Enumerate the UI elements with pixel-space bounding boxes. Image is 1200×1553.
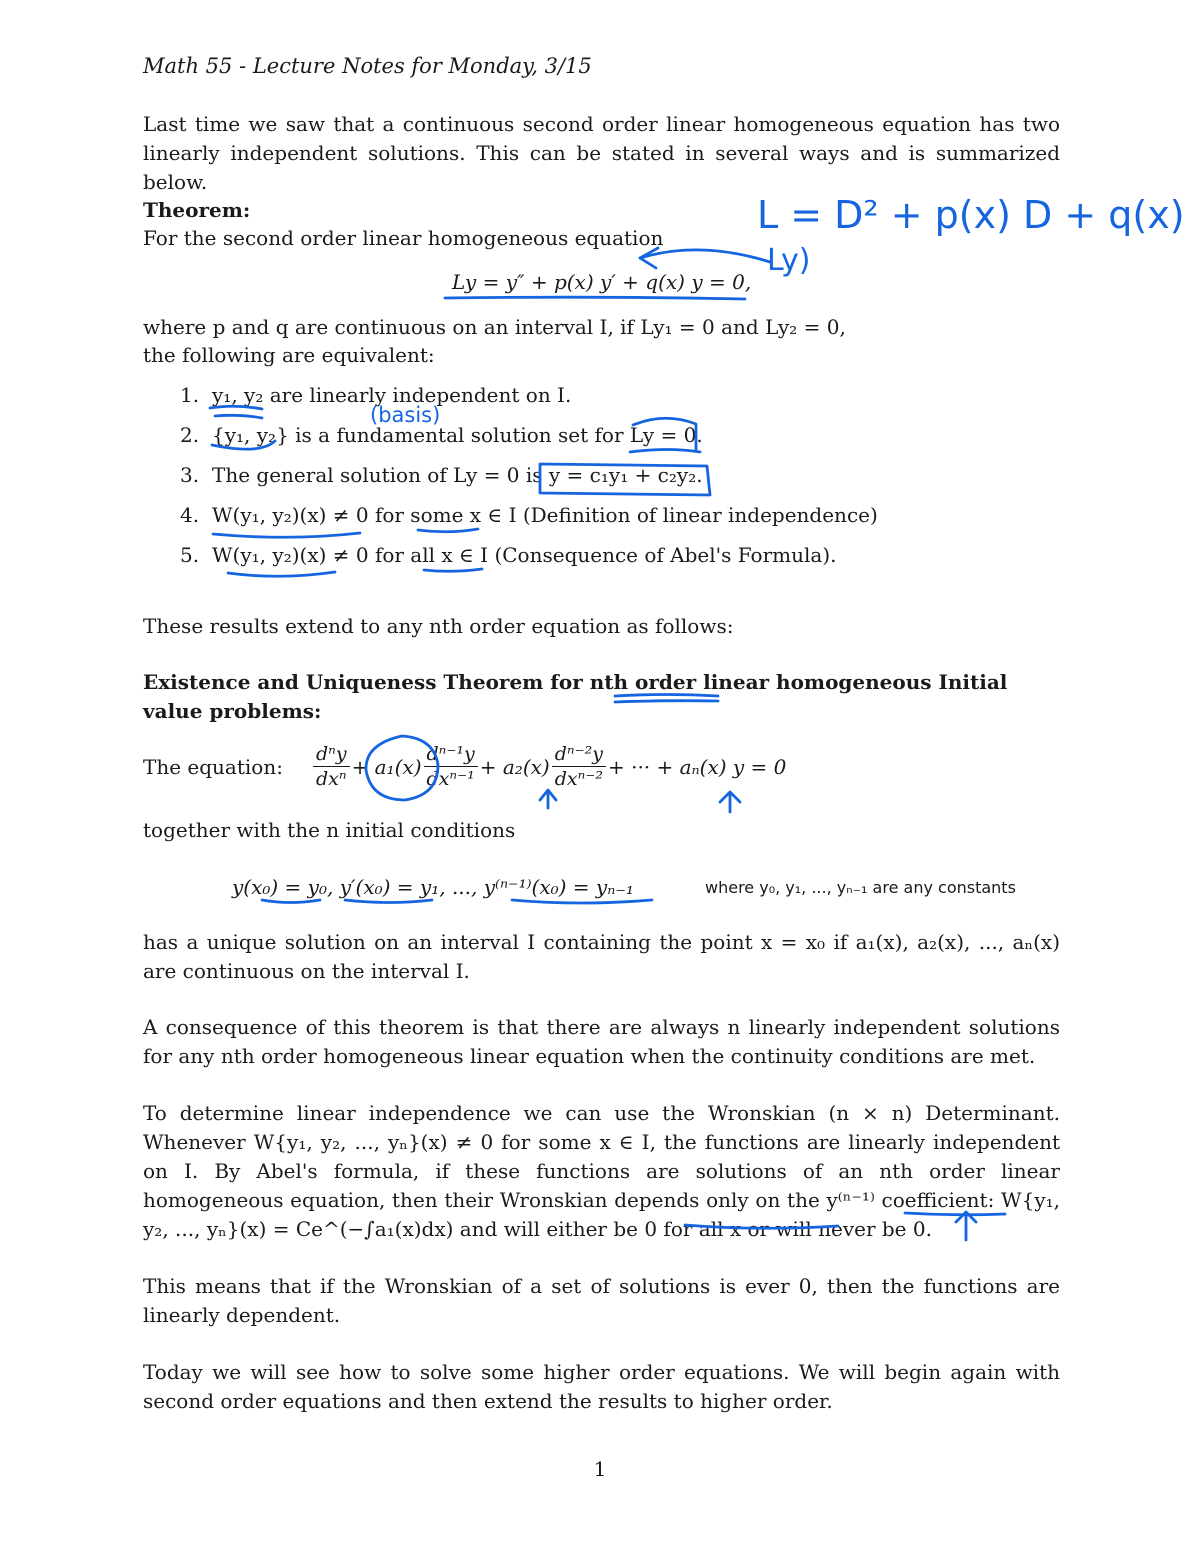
ly-annotation: Ly) (767, 243, 811, 278)
list-item: 2. {y₁, y₂} is a fundamental solution set for Ly = 0. (180, 423, 703, 447)
nth-order-equation: The equation: $\frac{\text{dⁿy}}{\text{dxⁿ}}$ + a₁(x) $\frac{\text{dⁿ⁻¹y}}{\text{dxⁿ⁻¹}}$ + a₂(x) $\frac{\text{dⁿ⁻²y}}{\text{dxⁿ⁻²}}$ + ··· + aₙ(x) y = 0 (143, 743, 787, 790)
theorem-heading: Theorem: (143, 198, 251, 222)
fraction: $\frac{\text{dⁿy}}{\text{dxⁿ}}$ (313, 742, 350, 791)
theorem-equation: Ly = y″ + p(x) y′ + q(x) y = 0, (452, 270, 752, 294)
fraction: $\frac{\text{dⁿ⁻²y}}{\text{dxⁿ⁻²}}$ (552, 742, 606, 791)
list-item: 4. W(y₁, y₂)(x) ≠ 0 for some x ∈ I (Definition of linear independence) (180, 503, 878, 527)
equivalence-list (180, 375, 878, 575)
list-item: 1. y₁, y₂ are linearly independent on I. (180, 383, 572, 407)
list-item: 5. W(y₁, y₂)(x) ≠ 0 for all x ∈ I (Consequence of Abel's Formula). (180, 543, 837, 567)
initial-conditions-lead: together with the n initial conditions (143, 818, 516, 842)
extend-sentence: These results extend to any nth order equation as follows: (143, 614, 734, 638)
theorem-condition: where p and q are continuous on an interval I, if Ly₁ = 0 and Ly₂ = 0, (143, 315, 846, 339)
uniqueness-paragraph: has a unique solution on an interval I containing the point x = x₀ if a₁(x), a₂(x), ..., aₙ(x) are continuous on the interval I. (143, 930, 1060, 983)
page-number: 1 (593, 1457, 607, 1481)
consequence-paragraph: A consequence of this theorem is that there are always n linearly independent solutions for any nth order homogeneous linear equation when the continuity conditions are met. (143, 1015, 1060, 1068)
arrow-mark (540, 790, 556, 808)
eu-heading: Existence and Uniqueness Theorem for nth order linear homogeneous Initial value problems: (143, 670, 1008, 723)
initial-conditions: y(x₀) = y₀, y′(x₀) = y₁, ..., y⁽ⁿ⁻¹⁾(x₀) = yₙ₋₁ (232, 875, 634, 899)
theorem-following: the following are equivalent: (143, 343, 435, 367)
fraction: $\frac{\text{dⁿ⁻¹y}}{\text{dxⁿ⁻¹}}$ (424, 742, 478, 791)
constants-note: where y₀, y₁, ..., yₙ₋₁ are any constants (705, 878, 1016, 897)
page-title: Math 55 - Lecture Notes for Monday, 3/15 (143, 54, 592, 78)
underline-mark (445, 297, 745, 299)
dependence-paragraph: This means that if the Wronskian of a set of solutions is ever 0, then the functions are linearly dependent. (143, 1274, 1060, 1327)
arrow-mark (720, 792, 740, 812)
basis-annotation: (basis) (370, 403, 441, 427)
intro-paragraph: Last time we saw that a continuous second order linear homogeneous equation has two linearly independent solutions. This can be stated in several ways and is summarized below. (143, 112, 1060, 194)
list-item: 3. The general solution of Ly = 0 is y = c₁y₁ + c₂y₂. (180, 463, 703, 487)
wronskian-paragraph: To determine linear independence we can use the Wronskian (n × n) Determinant. Whenever W{y₁, y₂, ..., yₙ}(x) ≠ 0 for some x ∈ I, the functions are linearly independent on I. By Abel's formula, if these functions are solutions of an nth order linear homogeneous equation, then their Wronskian depends only on the y⁽ⁿ⁻¹⁾ coefficient: W{y₁, y₂, ..., yₙ}(x) = Ce^(−∫a₁(x)dx) and will either be 0 for all x or will never be 0. (143, 1101, 1060, 1241)
theorem-lead: For the second order linear homogeneous equation (143, 226, 664, 250)
operator-annotation: L = D² + p(x) D + q(x) (757, 193, 1185, 237)
today-paragraph: Today we will see how to solve some higher order equations. We will begin again with second order equations and then extend the results to higher order. (143, 1360, 1060, 1413)
